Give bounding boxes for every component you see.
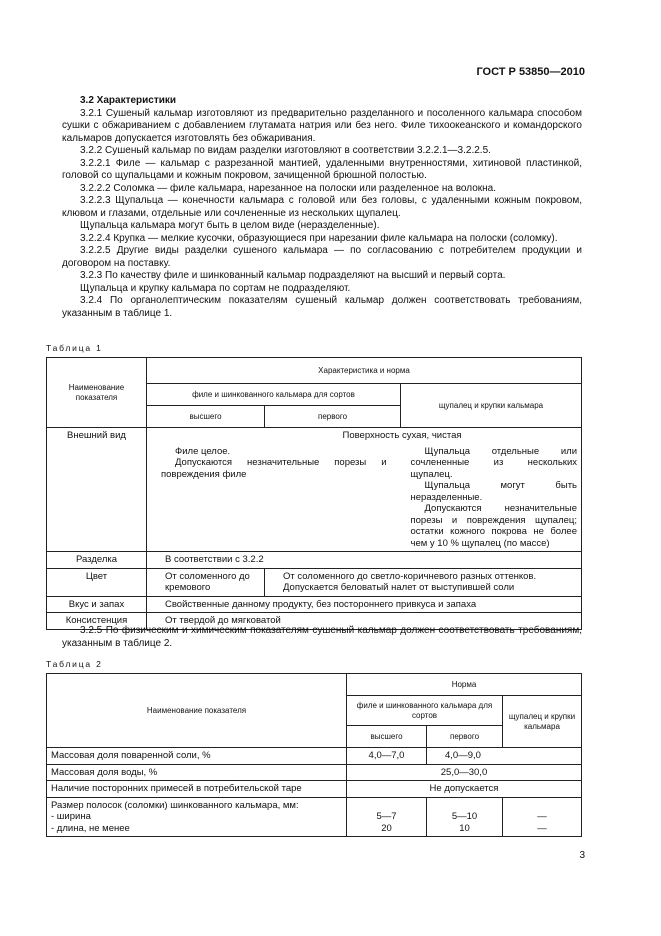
- t2-strips-width-top: 5—7: [376, 811, 397, 822]
- paragraph-grades: Щупальца и крупку кальмара по сортам не подразделяют.: [80, 282, 351, 294]
- t1-appearance-tent-line1: Щупальца отдельные или сочлененные из нескольких щупалец.: [410, 445, 577, 480]
- t1-cutting-name: Разделка: [47, 552, 147, 569]
- t1-consistency-name: Консистенция: [47, 613, 147, 630]
- t1-color-name: Цвет: [47, 568, 147, 596]
- t2-water-value: 25,0—30,0: [347, 764, 582, 781]
- paragraph-3-2-2-1: 3.2.2.1 Филе — кальмар с разрезанной мантией, удаленными внутренностями, хитиновой пластинкой, головой со щупальцами и кожным покровом, зачищенной брюшной полостью.: [62, 157, 582, 181]
- table2: [46, 673, 582, 837]
- paragraph-3-2-2-3: 3.2.2.3 Щупальца — конечности кальмара с головой или без головы, с удаленными кожным покровом, клювом и глазами, отдельные или сочлененные из нескольких щупалец.: [62, 195, 582, 219]
- t1-taste-value: Свойственные данному продукту, без постороннего привкуса и запаха: [147, 596, 582, 613]
- t1-header-characteristic: Характеристика и норма: [147, 358, 582, 384]
- t2-salt-name: Массовая доля поваренной соли, %: [47, 748, 347, 765]
- t2-header-norm: Норма: [347, 674, 582, 696]
- t2-strips-name: [47, 797, 347, 837]
- paragraph-3-2-2-5: 3.2.2.5 Другие виды разделки сушеного кальмара — по согласованию с потребителем продукции и договором на поставку.: [62, 245, 582, 269]
- t1-appearance-tent-line3: Допускаются незначительные порезы и повреждения щупалец; остатки кожного покрова не более чем у 10 % щупалец (по массе): [410, 503, 577, 549]
- t2-strips-length-first: 10: [459, 822, 470, 834]
- t2-header-fillet: филе и шинкованного кальмара для сортов: [347, 696, 503, 726]
- paragraph-3-2-4: 3.2.4 По органолептическим показателям сушеный кальмар должен соответствовать требованиям, указанным в таблице 1.: [62, 295, 582, 319]
- paragraph-3-2-2-4: 3.2.2.4 Крупка — мелкие кусочки, образующиеся при нарезании филе кальмара на полоски (соломку).: [80, 232, 558, 244]
- t2-strips-length-tent: —: [537, 822, 547, 834]
- t1-appearance-name: Внешний вид: [47, 428, 147, 552]
- paragraph-tentacles-whole: Щупальца кальмара могут быть в целом виде (неразделенные).: [80, 220, 380, 231]
- t1-color-rest-line2: Допускается беловатый налет от выступившей соли: [283, 582, 515, 593]
- t2-header-top-grade: высшего: [347, 726, 427, 748]
- t1-appearance-fillet: [147, 444, 401, 552]
- t2-strips-top: [347, 797, 427, 837]
- paragraph-3-2-3: 3.2.3 По качеству филе и шинкованный кальмар подразделяют на высший и первый сорта.: [80, 270, 506, 281]
- t1-color-rest: [265, 568, 582, 596]
- paragraph-3-2-2-2: 3.2.2.2 Соломка — филе кальмара, нарезанное на полоски или разделенное на волокна.: [80, 182, 496, 194]
- t1-appearance-tent-line2: Щупальца могут быть неразделенные.: [410, 480, 577, 503]
- section-heading: 3.2 Характеристики: [80, 95, 177, 106]
- t1-color-rest-line1: От соломенного до светло-коричневого разных оттенков.: [283, 570, 537, 582]
- t2-header-tentacles: щупалец и крупки кальмара: [503, 696, 582, 748]
- t1-header-top-grade: высшего: [147, 406, 265, 428]
- t2-strips-tentacles: [503, 797, 582, 837]
- section-characteristics: [62, 95, 582, 320]
- t1-consistency-value: От твердой до мягковатой: [147, 613, 582, 630]
- t2-water-name: Массовая доля воды, %: [47, 764, 347, 781]
- t1-taste-name: Вкус и запах: [47, 596, 147, 613]
- t2-header-name: Наименование показателя: [47, 674, 347, 748]
- table1-caption: Таблица 1: [46, 343, 103, 353]
- t2-strips-length-label: - длина, не менее: [51, 822, 130, 834]
- t1-header-tentacles: щупалец и крупки кальмара: [401, 384, 582, 428]
- t2-impurities-value: Не допускается: [347, 781, 582, 798]
- t2-strips-length-top: 20: [381, 822, 392, 834]
- t1-cutting-value: В соответствии с 3.2.2: [147, 552, 582, 569]
- t1-appearance-fillet-line1: Филе целое.: [175, 445, 231, 457]
- document-id: ГОСТ Р 53850—2010: [476, 66, 585, 78]
- t1-color-top: От соломенного до кремового: [147, 568, 265, 596]
- page-number: 3: [579, 850, 585, 861]
- t1-appearance-tentacles: [401, 444, 582, 552]
- t2-strips-width-tent: —: [537, 811, 547, 822]
- t2-impurities-name: Наличие посторонних примесей в потребительской таре: [47, 781, 347, 798]
- t1-appearance-common: Поверхность сухая, чистая: [147, 428, 582, 444]
- t2-strips-first: [427, 797, 503, 837]
- t2-strips-width-first: 5—10: [451, 811, 478, 822]
- paragraph-3-2-2: 3.2.2 Сушеный кальмар по видам разделки изготовляют в соответствии 3.2.2.1—3.2.2.5.: [80, 145, 491, 156]
- t2-strips-width-label: - ширина: [51, 811, 91, 822]
- t1-appearance-fillet-line2: Допускаются незначительные порезы и повреждения филе: [161, 457, 387, 480]
- t1-header-fillet: филе и шинкованного кальмара для сортов: [147, 384, 401, 406]
- t2-strips-title: Размер полосок (соломки) шинкованного кальмара, мм:: [51, 799, 299, 811]
- t2-header-first-grade: первого: [427, 726, 503, 748]
- t1-header-name: Наименование показателя: [47, 358, 147, 428]
- table1: [46, 357, 582, 630]
- section-3-2-5: [62, 625, 582, 650]
- t1-header-first-grade: первого: [265, 406, 401, 428]
- paragraph-3-2-1: 3.2.1 Сушеный кальмар изготовляют из предварительно разделанного и посоленного кальмара способом сушки с обжариванием с добавлением глутамата натрия или без него. Филе тихоокеанского и командорского кальмаров допускается изготовлять без обжаривания.: [62, 107, 582, 144]
- t2-salt-rest: 4,0—9,0: [427, 748, 582, 765]
- t2-salt-top: 4,0—7,0: [347, 748, 427, 765]
- paragraph-3-2-5: 3.2.5 По физическим и химическим показателям сушеный кальмар должен соответствовать требованиям, указанным в таблице 2.: [62, 625, 582, 649]
- table2-caption: Таблица 2: [46, 659, 103, 669]
